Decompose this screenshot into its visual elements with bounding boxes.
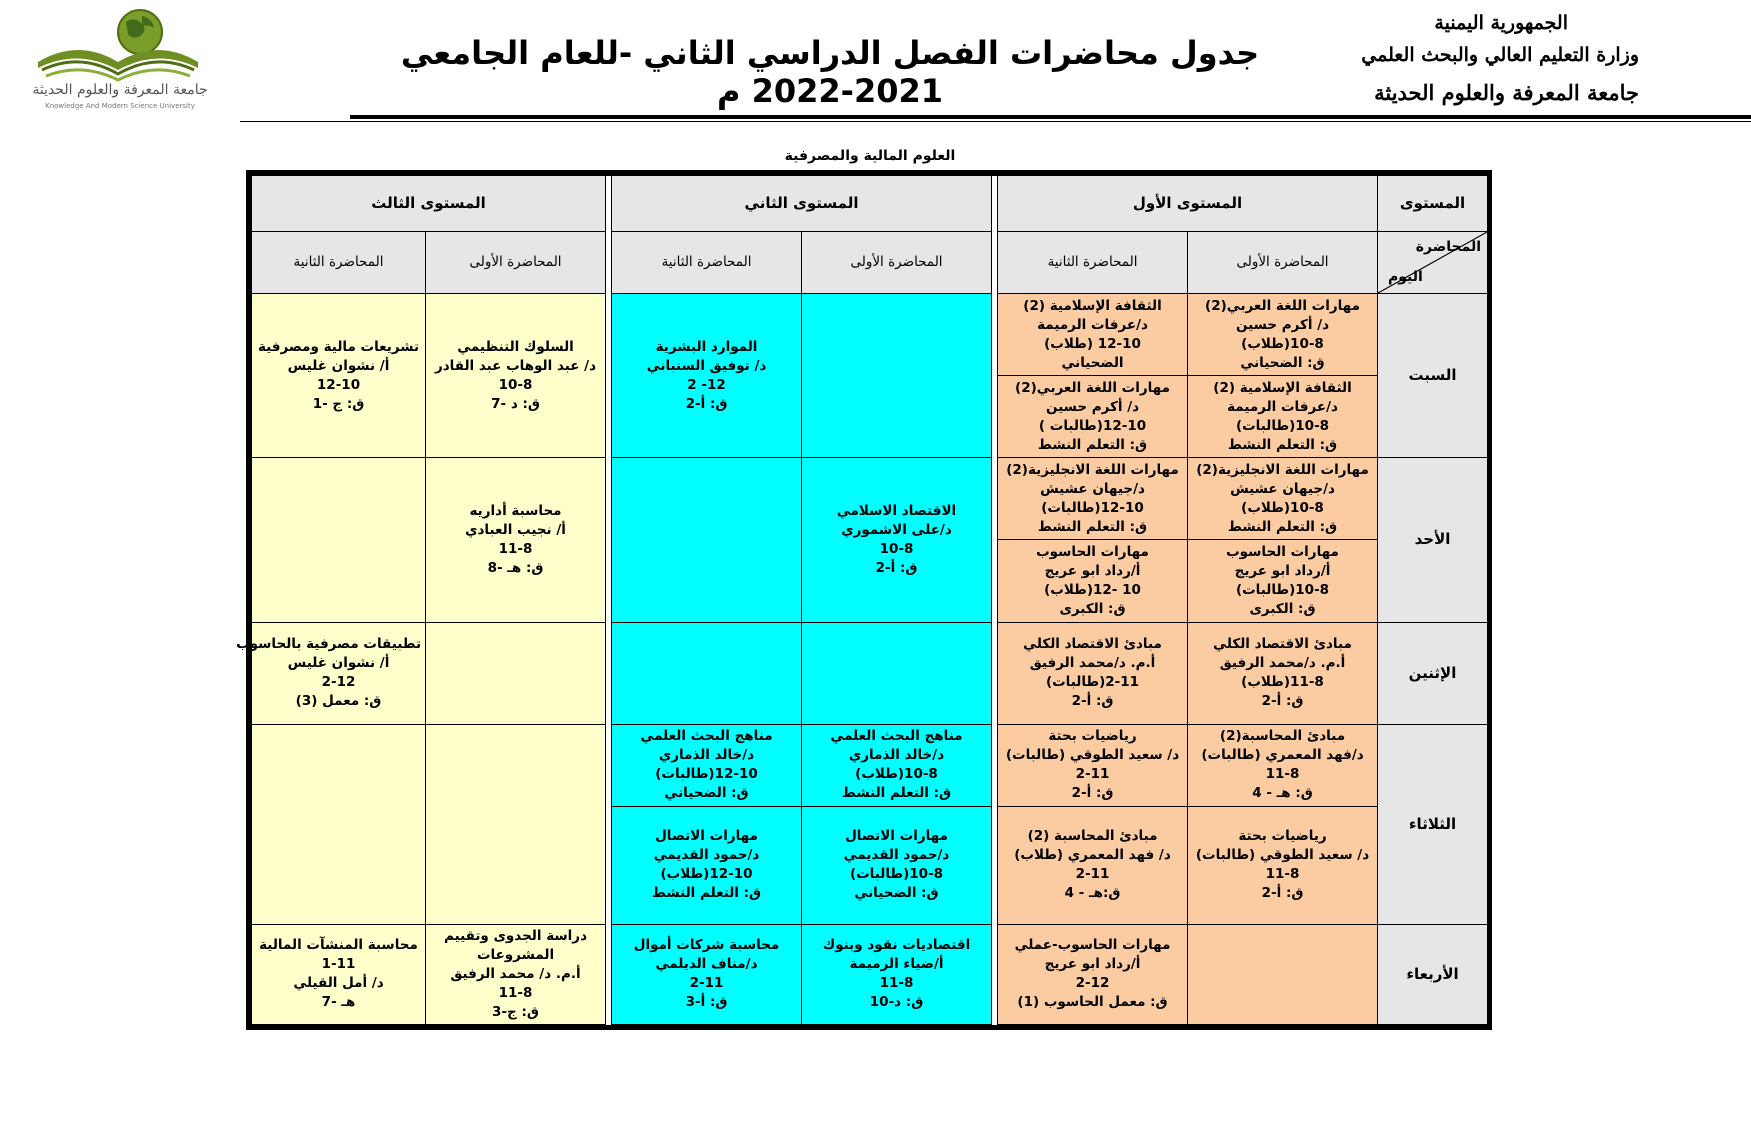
cell-line: الاقتصاد الاسلامي — [836, 502, 957, 519]
level-2-lecture-1-header: المحاضرة الأولى — [802, 232, 992, 294]
schedule-cell — [998, 458, 1188, 540]
cell-line: 11-8 — [498, 984, 533, 1001]
cell-line: د/ أمل القيلي — [293, 975, 384, 992]
cell-line: 12-10 — [316, 376, 361, 393]
schedule-cell — [1188, 294, 1378, 376]
cell-line: مناهج البحث العلمي — [830, 728, 963, 745]
cell-line: رياضيات بحتة — [1238, 828, 1327, 845]
group-separator — [606, 232, 612, 294]
schedule-cell — [998, 376, 1188, 458]
cell-line: 1-11 — [321, 956, 356, 973]
cell-line: ق: التعلم النشط — [1227, 436, 1338, 453]
cell-line: مبادئ الاقتصاد الكلي — [1213, 636, 1352, 653]
schedule-cell-empty — [612, 622, 802, 724]
cell-line: الثقافة الإسلامية (2) — [1023, 297, 1162, 314]
cell-line: أ/رداد ابو عريج — [1044, 956, 1141, 973]
cell-line: هـ -7 — [321, 994, 356, 1011]
schedule-cell-empty — [802, 622, 992, 724]
group-separator — [606, 458, 612, 622]
schedule-cell — [612, 924, 802, 1024]
cell-line: أ/رداد ابو عريج — [1044, 562, 1141, 579]
schedule-cell — [426, 294, 606, 458]
cell-line: 10 -12(طلاب) — [1044, 581, 1141, 598]
cell-line: د/خالد الذماري — [658, 747, 755, 764]
schedule-cell-empty — [802, 294, 992, 458]
cell-line: محاسبة شركات أموال — [633, 937, 780, 954]
cell-line: أ.م. د/ محمد الرفيق — [450, 965, 581, 982]
cell-line: د/جيهان عشيش — [1040, 480, 1145, 497]
university-logo — [28, 4, 208, 116]
schedule-cell — [612, 294, 802, 458]
schedule-cell — [998, 622, 1188, 724]
cell-line: أ/ نشوان غليس — [287, 357, 390, 374]
header-divider-thin — [240, 121, 1751, 122]
schedule-cell — [1188, 540, 1378, 622]
schedule-cell — [802, 924, 992, 1024]
corner-day-label: اليوم — [1388, 269, 1423, 286]
cell-line: ق:هـ - 4 — [1064, 885, 1121, 902]
schedule-cell — [802, 806, 992, 924]
group-separator — [992, 924, 998, 1024]
cell-line: ق: التعلم النشط — [651, 885, 762, 902]
cell-line: ق: معمل (3) — [295, 693, 382, 710]
day-tuesday: الثلاثاء — [1378, 724, 1488, 924]
cell-line: د/مناف الديلمي — [655, 956, 758, 973]
level-1-lecture-2-header: المحاضرة الثانية — [998, 232, 1188, 294]
cell-line: ق: التعلم النشط — [1037, 436, 1148, 453]
schedule-cell — [612, 806, 802, 924]
cell-line: ق: هـ - 4 — [1252, 785, 1313, 802]
cell-line: مبادئ المحاسبة(2) — [1219, 728, 1346, 745]
org-country: الجمهورية اليمنية — [1434, 12, 1568, 34]
cell-line: ق: التعلم النشط — [841, 785, 952, 802]
cell-line: 10-8(طالبات) — [1235, 417, 1330, 434]
cell-line: 2-11 — [689, 975, 724, 992]
cell-line: ق: أ-2 — [685, 395, 728, 412]
cell-line: ق: الضحياني — [854, 885, 939, 902]
cell-line: أ/ضياء الرميمة — [849, 956, 944, 973]
cell-line: مبادئ الاقتصاد الكلي — [1023, 636, 1162, 653]
cell-line: 2-12 — [321, 674, 356, 691]
cell-line: 11-8 — [1265, 766, 1300, 783]
cell-line: ق: الكبرى — [1249, 600, 1316, 617]
cell-line: 12-10(طالبات) — [1041, 499, 1144, 516]
day-wednesday: الأربعاء — [1378, 924, 1488, 1024]
cell-line: تطبيقات مصرفية بالحاسوب — [236, 636, 422, 653]
cell-line: 10-8 — [879, 540, 914, 557]
cell-line: ق: ج -1 — [312, 395, 365, 412]
cell-line: 10-8(طلاب) — [1241, 499, 1324, 516]
cell-line: د/ سعيد الطوقي (طالبات) — [1005, 747, 1180, 764]
cell-line: ق: أ-2 — [1261, 693, 1304, 710]
cell-line: 11-8 — [498, 540, 533, 557]
cell-line: ق: التعلم النشط — [1037, 518, 1148, 535]
cell-line: تشريعات مالية ومصرفية — [257, 338, 420, 355]
cell-line: 10-8(طالبات) — [849, 866, 944, 883]
cell-line: مهارات اللغة العربي(2) — [1205, 297, 1360, 314]
cell-line: رياضيات بحتة — [1048, 728, 1137, 745]
cell-line: 2-11(طالبات) — [1045, 674, 1140, 691]
cell-line: 2-12 — [1075, 975, 1110, 992]
cell-line: أ/ نشوان غليس — [287, 655, 390, 672]
cell-line: 12-10(طالبات ) — [1038, 417, 1147, 434]
level-3-lecture-1-header: المحاضرة الأولى — [426, 232, 606, 294]
cell-line: أ/رداد ابو عريج — [1234, 562, 1331, 579]
cell-line: 10-8(طالبات) — [1235, 581, 1330, 598]
schedule-cell — [426, 458, 606, 622]
cell-line: د/على الاشموري — [841, 521, 952, 538]
schedule-cell — [998, 540, 1188, 622]
cell-line: ق: الكبرى — [1059, 600, 1126, 617]
cell-line: مهارات اللغة الانجليزية(2) — [1196, 461, 1369, 478]
cell-line: د/عرفات الرميمة — [1227, 398, 1338, 415]
schedule-cell — [252, 924, 426, 1024]
schedule-table — [236, 170, 1492, 1030]
org-ministry: وزارة التعليم العالي والبحث العلمي — [1361, 44, 1639, 66]
cell-line: 12-10 (طلاب) — [1044, 335, 1141, 352]
schedule-cell — [802, 458, 992, 622]
cell-line: 12- 2 — [687, 376, 726, 393]
cell-line: مهارات الحاسوب — [1036, 543, 1149, 560]
schedule-cell — [1188, 458, 1378, 540]
schedule-cell-empty — [612, 458, 802, 622]
org-university: جامعة المعرفة والعلوم الحديثة — [1374, 80, 1639, 105]
schedule-cell — [998, 294, 1188, 376]
cell-line: ق: هـ -8 — [487, 559, 544, 576]
schedule-cell — [998, 724, 1188, 806]
schedule-cell — [998, 924, 1188, 1024]
group-separator — [606, 924, 612, 1024]
cell-line: ق: معمل الحاسوب (1) — [1017, 994, 1168, 1011]
cell-line: د/خالد الذماري — [848, 747, 945, 764]
schedule-cell — [612, 724, 802, 806]
page-title: جدول محاضرات الفصل الدراسي الثاني -للعام الجامعي 2021-2022 م — [400, 34, 1260, 110]
logo-caption: جامعة المعرفة والعلوم الحديثة — [32, 82, 208, 98]
level-2-lecture-2-header: المحاضرة الثانية — [612, 232, 802, 294]
schedule-cell — [802, 724, 992, 806]
schedule-cell-empty — [252, 458, 426, 622]
logo-subcaption: Knowledge And Modern Science University — [45, 102, 195, 110]
group-separator — [606, 622, 612, 724]
cell-line: ق: أ-2 — [1071, 785, 1114, 802]
cell-line: محاسبة المنشآت المالية — [259, 937, 418, 954]
schedule-cell-empty — [1188, 924, 1378, 1024]
cell-line: أ/ نجيب العبادي — [465, 521, 566, 538]
group-separator — [992, 176, 998, 232]
group-separator — [606, 176, 612, 232]
cell-line: الثقافة الإسلامية (2) — [1213, 379, 1352, 396]
schedule-cell-empty — [426, 622, 606, 724]
schedule-cell — [252, 294, 426, 458]
cell-line: د/ أكرم حسين — [1235, 316, 1330, 333]
cell-line: مهارات اللغة العربي(2) — [1015, 379, 1170, 396]
cell-line: ق: أ-3 — [685, 994, 728, 1011]
cell-line: 10-8(طلاب) — [855, 766, 938, 783]
cell-line: د/عرفات الرميمة — [1037, 316, 1148, 333]
cell-line: د/ سعيد الطوقي (طالبات) — [1195, 847, 1370, 864]
cell-line: ق: التعلم النشط — [1227, 518, 1338, 535]
lecture-day-corner — [1378, 232, 1488, 294]
level-header: المستوى — [1378, 176, 1488, 232]
cell-line: ق: د-10 — [869, 994, 924, 1011]
cell-line: د/حمود القديمي — [843, 847, 950, 864]
corner-lecture-label: المحاضرة — [1415, 239, 1482, 256]
cell-line: مهارات الحاسوب-عملي — [1014, 937, 1171, 954]
cell-line: مهارات الاتصال — [845, 828, 948, 845]
level-1-header: المستوى الأول — [998, 176, 1378, 232]
cell-line: مهارات الاتصال — [655, 828, 758, 845]
cell-line: 2-11 — [1075, 766, 1110, 783]
level-2-header: المستوى الثاني — [612, 176, 992, 232]
cell-line: 10-8 — [498, 376, 533, 393]
cell-line: ق: أ-2 — [875, 559, 918, 576]
cell-line: د/فهد المعمري (طالبات) — [1201, 747, 1364, 764]
cell-line: اقتصاديات نقود وبنوك — [822, 937, 971, 954]
schedule-cell — [1188, 724, 1378, 806]
schedule-cell — [236, 622, 426, 724]
cell-line: ق: أ-2 — [1261, 885, 1304, 902]
cell-line: السلوك التنظيمي — [457, 338, 574, 355]
schedule-cell — [1188, 376, 1378, 458]
cell-line: 10-8(طلاب) — [1241, 335, 1324, 352]
level-1-lecture-1-header: المحاضرة الأولى — [1188, 232, 1378, 294]
cell-line: ق: ج-3 — [492, 1003, 539, 1020]
cell-line: 12-10(طالبات) — [655, 766, 758, 783]
cell-line: مهارات الحاسوب — [1226, 543, 1339, 560]
header-divider-thick — [350, 115, 1751, 119]
cell-line: الضحياني — [1061, 354, 1124, 371]
day-monday: الإثنين — [1378, 622, 1488, 724]
day-sunday: الأحد — [1378, 458, 1488, 622]
cell-line: مناهج البحث العلمي — [640, 728, 773, 745]
schedule-cell — [1188, 622, 1378, 724]
schedule-cell — [1188, 806, 1378, 924]
cell-line: د/ فهد المعمري (طلاب) — [1014, 847, 1171, 864]
day-saturday: السبت — [1378, 294, 1488, 458]
cell-line: د/ أكرم حسين — [1045, 398, 1140, 415]
cell-line: محاسبة أداريه — [469, 502, 562, 519]
cell-line: ق: د -7 — [491, 395, 540, 412]
schedule-cell-empty — [252, 724, 426, 924]
cell-line: د/جيهان عشيش — [1230, 480, 1335, 497]
cell-line: ق: الضحياني — [1240, 354, 1325, 371]
group-separator — [992, 232, 998, 294]
cell-line: ق: أ-2 — [1071, 693, 1114, 710]
cell-line: 11-8 — [879, 975, 914, 992]
cell-line: دراسة الجدوى وتقييم المشروعات — [444, 927, 587, 963]
cell-line: 11-8(طلاب) — [1241, 674, 1324, 691]
schedule-cell-empty — [426, 724, 606, 924]
department-title: العلوم المالية والمصرفية — [784, 148, 956, 164]
cell-line: أ.م. د/محمد الرفيق — [1219, 655, 1346, 672]
cell-line: ق: الضحياني — [664, 785, 749, 802]
cell-line: الموارد البشرية — [655, 338, 758, 355]
cell-line: أ.م. د/محمد الرفيق — [1029, 655, 1156, 672]
cell-line: 12-10(طلاب) — [660, 866, 753, 883]
group-separator — [606, 294, 612, 458]
cell-line: د/حمود القديمي — [653, 847, 760, 864]
group-separator — [992, 622, 998, 724]
cell-line: د/ توفيق السنباني — [646, 357, 767, 374]
schedule-cell — [426, 924, 606, 1024]
cell-line: 11-8 — [1265, 866, 1300, 883]
cell-line: د/ عبد الوهاب عبد القادر — [434, 357, 597, 374]
level-3-header: المستوى الثالث — [252, 176, 606, 232]
level-3-lecture-2-header: المحاضرة الثانية — [252, 232, 426, 294]
cell-line: 2-11 — [1075, 866, 1110, 883]
cell-line: مهارات اللغة الانجليزية(2) — [1006, 461, 1179, 478]
schedule-cell — [998, 806, 1188, 924]
cell-line: مبادئ المحاسبة (2) — [1027, 828, 1158, 845]
